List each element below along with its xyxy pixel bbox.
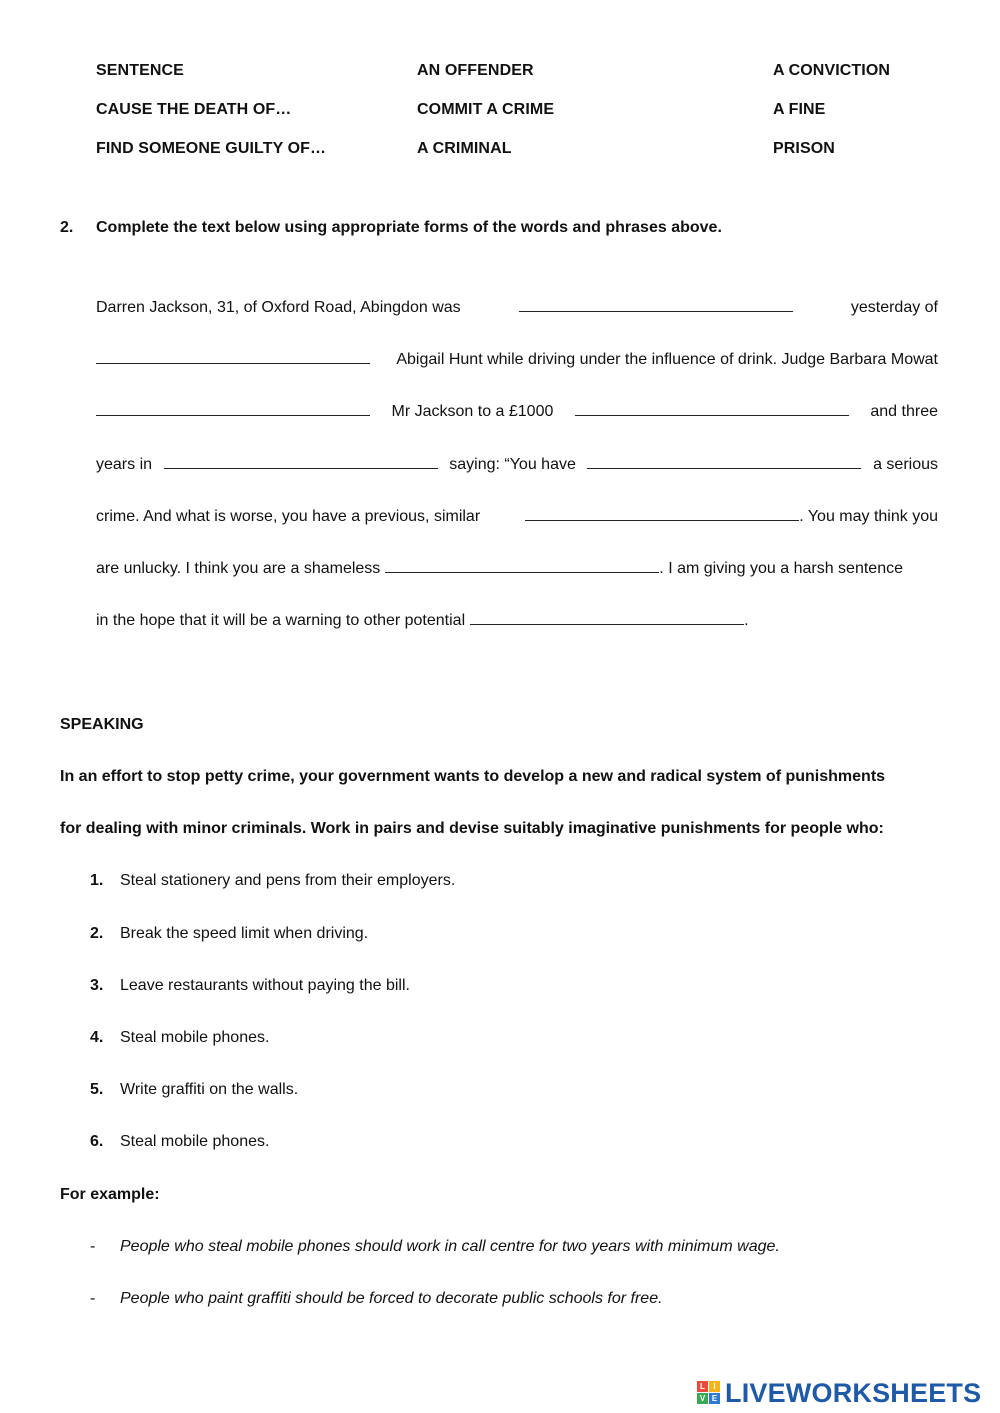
passage-text: yesterday of <box>850 299 938 316</box>
word-bank-term: PRISON <box>773 140 835 157</box>
list-text: Steal stationery and pens from their employers. <box>120 872 456 889</box>
answer-blank-5[interactable] <box>164 454 438 469</box>
passage-text: are unlucky. I think you are a shameless <box>96 560 381 577</box>
word-bank-term: CAUSE THE DEATH OF… <box>96 101 292 118</box>
liveworksheets-logo[interactable] <box>697 1378 981 1408</box>
passage-line <box>96 506 938 530</box>
list-item <box>90 977 410 1001</box>
task-instruction-text: Complete the text below using appropriate forms of the words and phrases above. <box>96 219 722 236</box>
answer-blank-6[interactable] <box>587 454 861 469</box>
list-number: 3. <box>90 977 104 994</box>
passage-fragment <box>525 506 938 526</box>
example-dash: - <box>90 1290 96 1307</box>
passage-text: Mr Jackson to a £1000 <box>391 403 554 420</box>
answer-blank-9[interactable] <box>470 610 744 625</box>
passage-text: Abigail Hunt while driving under the influence of drink. Judge Barbara Mowat <box>396 351 938 368</box>
list-text: Break the speed limit when driving. <box>120 925 369 942</box>
word-bank-row <box>96 101 916 140</box>
task-number: 2. <box>60 219 74 236</box>
word-bank <box>96 62 916 179</box>
passage-line <box>96 558 938 582</box>
answer-blank-1[interactable] <box>519 297 793 312</box>
passage-line <box>96 297 938 321</box>
list-text: Leave restaurants without paying the bill. <box>120 977 410 994</box>
list-text: Steal mobile phones. <box>120 1029 270 1046</box>
speaking-heading: SPEAKING <box>60 716 144 733</box>
list-number: 4. <box>90 1029 104 1046</box>
passage-text: years in <box>96 456 153 473</box>
list-item <box>90 1029 269 1053</box>
list-number: 2. <box>90 925 104 942</box>
example-text: People who steal mobile phones should work in call centre for two years with minimum wage. <box>120 1238 780 1255</box>
list-item <box>90 1081 298 1105</box>
list-number: 5. <box>90 1081 104 1098</box>
logo-tile: V <box>697 1393 708 1404</box>
passage-text: in the hope that it will be a warning to other potential <box>96 612 466 629</box>
passage-line <box>96 454 938 478</box>
example-item <box>90 1290 663 1308</box>
answer-blank-3[interactable] <box>96 401 370 416</box>
example-item <box>90 1238 780 1256</box>
passage-text: and three <box>870 403 938 420</box>
list-number: 1. <box>90 872 104 889</box>
example-heading: For example: <box>60 1186 160 1203</box>
passage-line <box>96 401 938 425</box>
passage-text: Darren Jackson, 31, of Oxford Road, Abingdon was <box>96 299 461 316</box>
list-item <box>90 872 455 896</box>
example-text: People who paint graffiti should be forced to decorate public schools for free. <box>120 1290 663 1307</box>
word-bank-term: A CONVICTION <box>773 62 891 79</box>
word-bank-term: A FINE <box>773 101 826 118</box>
list-item <box>90 925 368 949</box>
list-text: Write graffiti on the walls. <box>120 1081 299 1098</box>
answer-blank-7[interactable] <box>525 506 799 521</box>
logo-mark-icon <box>697 1381 721 1405</box>
passage-text: . <box>744 612 749 629</box>
passage-text: a serious <box>873 456 938 473</box>
passage-text: saying: “You have <box>449 456 576 473</box>
passage-line <box>96 610 938 634</box>
passage-text: . You may think you <box>799 508 938 525</box>
example-dash: - <box>90 1238 96 1255</box>
logo-tile: I <box>709 1381 720 1392</box>
answer-blank-8[interactable] <box>385 558 659 573</box>
word-bank-row <box>96 140 916 179</box>
logo-tile: L <box>697 1381 708 1392</box>
passage-line <box>96 349 938 373</box>
list-number: 6. <box>90 1133 104 1150</box>
word-bank-term: FIND SOMEONE GUILTY OF… <box>96 140 327 157</box>
speaking-intro-line: In an effort to stop petty crime, your government wants to develop a new and radical system of punishments <box>60 768 886 785</box>
word-bank-term: SENTENCE <box>96 62 184 79</box>
speaking-intro-line: for dealing with minor criminals. Work in pairs and devise suitably imaginative punishments for people who: <box>60 820 884 837</box>
word-bank-row <box>96 62 916 101</box>
answer-blank-2[interactable] <box>96 349 370 364</box>
list-text: Steal mobile phones. <box>120 1133 270 1150</box>
logo-tile: E <box>709 1393 720 1404</box>
word-bank-term: A CRIMINAL <box>417 140 512 157</box>
passage-text: crime. And what is worse, you have a previous, similar <box>96 508 481 525</box>
word-bank-term: COMMIT A CRIME <box>417 101 555 118</box>
list-item <box>90 1133 269 1157</box>
passage-fragment <box>96 558 903 578</box>
word-bank-term: AN OFFENDER <box>417 62 534 79</box>
answer-blank-4[interactable] <box>575 401 849 416</box>
passage-text: . I am giving you a harsh sentence <box>659 560 903 577</box>
brand-name: LIVEWORKSHEETS <box>725 1377 982 1408</box>
